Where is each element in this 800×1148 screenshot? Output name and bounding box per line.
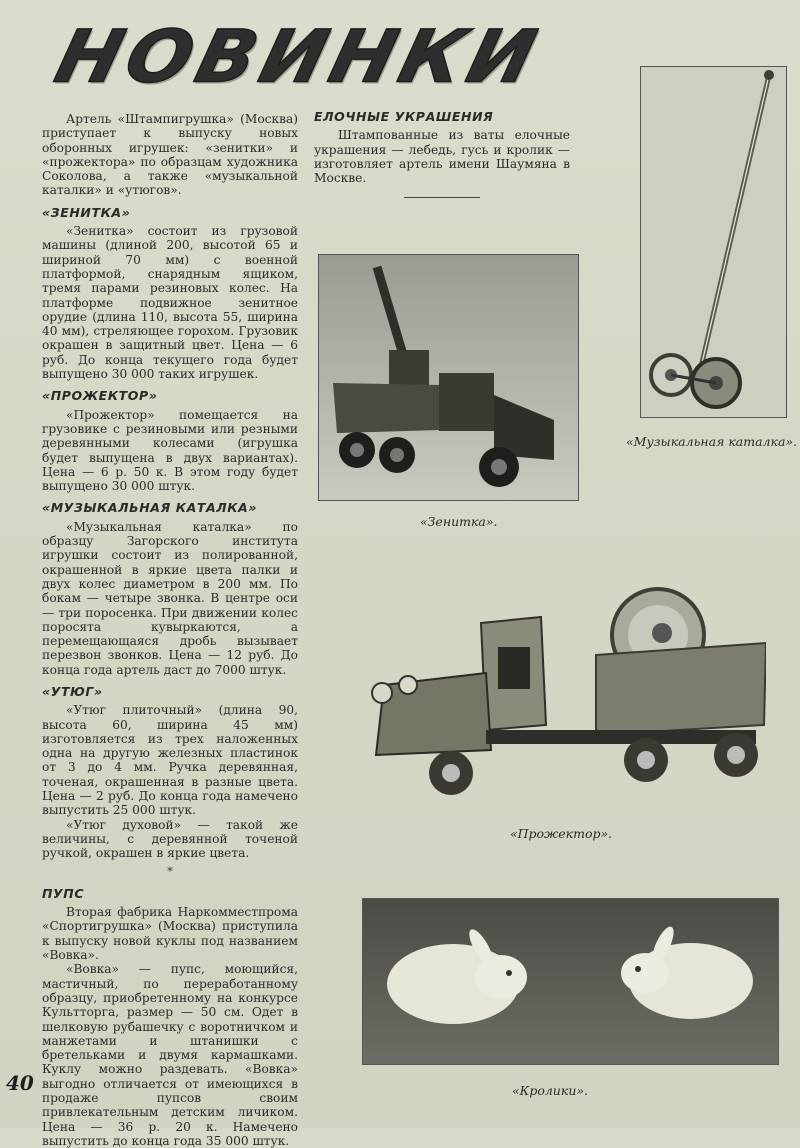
elochnye-heading: ЕЛОЧНЫЕ УКРАШЕНИЯ: [314, 109, 494, 124]
zenitka-caption: «Зенитка».: [420, 514, 498, 529]
kroliki-caption: «Кролики».: [512, 1083, 588, 1098]
left-column: [42, 112, 298, 1148]
prozhektor-photo: [346, 575, 766, 810]
prozhektor-heading: «ПРОЖЕКТОР»: [42, 388, 158, 404]
pups-paragraph-1: Вторая фабрика Наркомместпрома «Спортигрушка» (Москва) приступила к выпуску новой куклы под названием «Вовка».: [42, 905, 298, 963]
middle-column: [314, 110, 570, 198]
divider-rule: [404, 197, 480, 198]
zenitka-photo: [318, 254, 579, 501]
utyug-paragraph-1: «Утюг плиточный» (длина 90, высота 60, ширина 45 мм) изготовляется из трех наложенных одна на другую железных пластинок от 3 до 4 мм. Ручка деревянная, точеная, окрашенная в разные цвета. Цена — 2 руб. До конца года намечено выпустить 25 000 штук.: [42, 703, 298, 818]
utyug-heading: «УТЮГ»: [42, 683, 103, 699]
zenitka-paragraph: «Зенитка» состоит из грузовой машины (длиной 200, высотой 65 и шириной 70 мм) с военной платформой, снарядным ящиком, тремя парами резиновых колес. На платформе подвижное зенитное орудие (длина 110, высота 55, ширина 40 мм), стреляющее горохом. Грузовик окрашен в защитный цвет. Цена — 6 руб. До конца текущего года будет выпущено 30 000 таких игрушек.: [42, 224, 298, 382]
page-number: 40: [6, 1071, 34, 1095]
katalka-heading: «МУЗЫКАЛЬНАЯ КАТАЛКА»: [42, 500, 258, 516]
section-separator-star: *: [167, 864, 173, 878]
zenitka-heading: «ЗЕНИТКА»: [42, 204, 131, 220]
katalka-photo: [640, 66, 787, 418]
intro-paragraph: Артель «Штампигрушка» (Москва) приступает к выпуску новых оборонных игрушек: «зенитки» и «прожектора» по образцам художника Соколова, а также «музыкальной каталки» и «утюгов».: [42, 112, 298, 198]
elochnye-paragraph: Штампованные из ваты елочные украшения — лебедь, гусь и кролик — изготовляет артель имени Шаумяна в Москве.: [314, 128, 570, 186]
katalka-paragraph: «Музыкальная каталка» по образцу Загорского института игрушки состоит из полированной, окрашенной в яркие цвета палки и двух колес диаметром в 200 мм. По бокам — четыре звонка. В центре оси — три поросенка. При движении колес поросята кувыркаются, а перемещающаяся дробь вызывает перезвон звонков. Цена — 12 руб. До конца года артель даст до 7000 штук.: [42, 519, 298, 677]
pups-heading: ПУПС: [42, 885, 85, 901]
utyug-paragraph-2: «Утюг духовой» — такой же величины, с деревянной точеной ручкой, окрашен в яркие цвета.: [42, 817, 298, 861]
katalka-caption: «Музыкальная каталка».: [626, 434, 798, 449]
kroliki-photo: [362, 898, 779, 1065]
page-title: НОВИНКИ: [47, 14, 550, 99]
prozhektor-paragraph: «Прожектор» помещается на грузовике с резиновыми или резными деревянными колесами (игрушка будет выпущена в двух вариантах). Цена — 6 р. 50 к. В этом году будет выпущено 30 000 штук.: [42, 407, 298, 494]
pups-paragraph-2: «Вовка» — пупс, моющийся, мастичный, по переработанному образцу, приобретенному на конкурсе Культторга, размер — 50 см. Одет в шелковую рубашечку с воротничком и манжетами и штанишки с бретельками и двумя кармашками. Куклу можно раздевать. «Вовка» выгодно отличается от имеющихся в продаже пупсов своим привлекательным детским личиком. Цена — 36 р. 20 к. Намечено выпустить до конца года 35 000 штук.: [42, 962, 298, 1148]
prozhektor-caption: «Прожектор».: [510, 826, 613, 841]
